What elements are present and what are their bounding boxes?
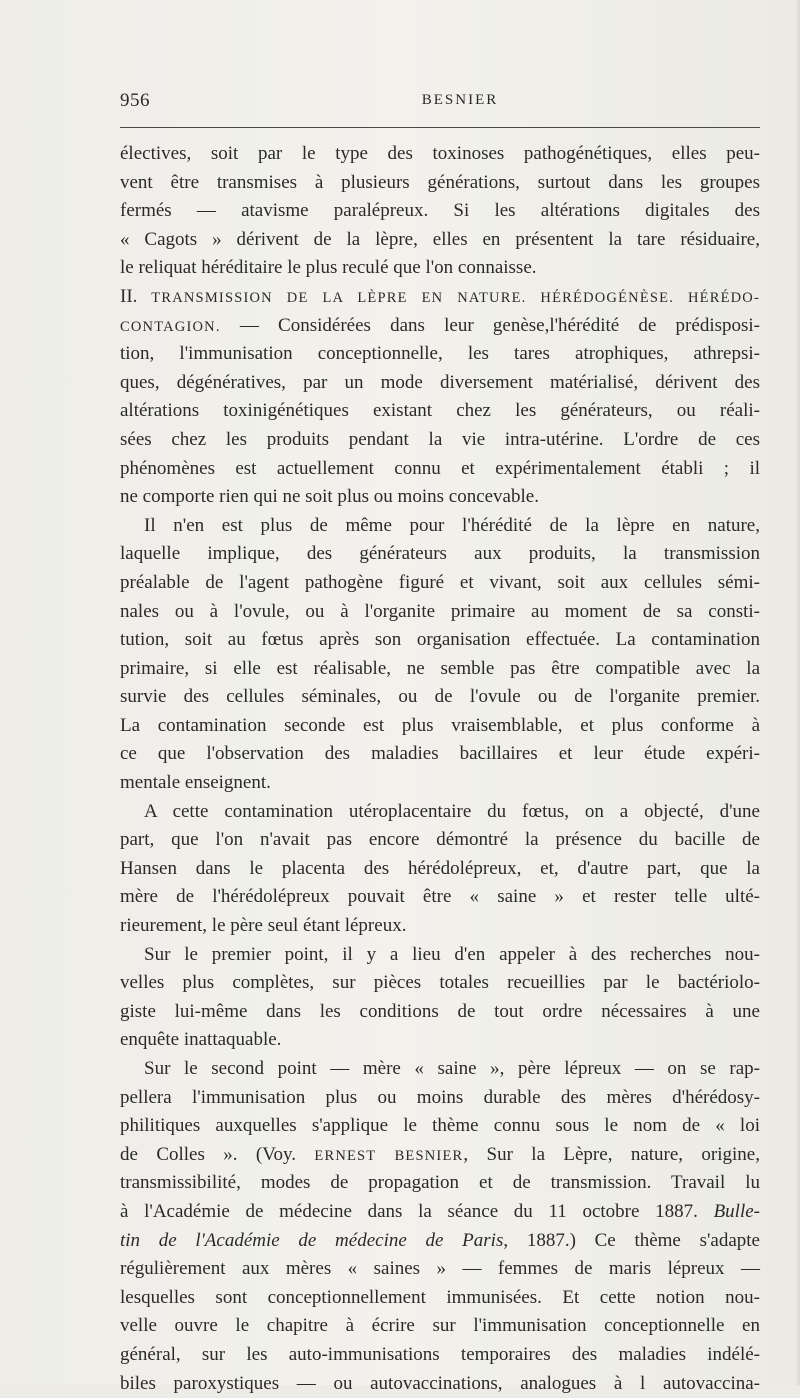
journal-title: tin de l'Académie de médecine de Paris (120, 1229, 504, 1251)
text-line: part, que l'on n'avait pas encore démontré la présence du bacille de (120, 829, 760, 851)
text-line: altérations toxinigénétiques existant chez les générateurs, ou réali- (120, 400, 760, 422)
section-title-continued: CONTAGION. (120, 318, 221, 335)
text-line: mentale enseignent. (120, 772, 271, 794)
running-head: BESNIER (421, 92, 499, 108)
text-line: mère de l'hérédolépreux pouvait être « saine » et rester telle ulté- (120, 886, 760, 908)
text-line: fermés — atavisme paralépreux. Si les altérations digitales des (120, 200, 760, 222)
text-segment: de Colles ». (Voy. (120, 1143, 315, 1165)
text-line: Hansen dans le placenta des hérédolépreux, et, d'autre part, que la (120, 857, 760, 879)
text-line: Il n'en est plus de même pour l'hérédité de la lèpre en nature, (144, 514, 760, 536)
text-line: ne comporte rien qui ne soit plus ou moins concevable. (120, 486, 539, 508)
text-line: giste lui-même dans les conditions de tout ordre nécessaires à une (120, 1000, 760, 1022)
text-line: préalable de l'agent pathogène figuré et vivant, soit aux cellules sémi- (120, 571, 760, 593)
text-line: régulièrement aux mères « saines » — femmes de maris lépreux — (120, 1258, 760, 1280)
text-line: velles plus complètes, sur pièces totales recueillies par le bactériolo- (120, 972, 760, 994)
text-line: général, sur les auto-immunisations temporaires des maladies indélé- (120, 1343, 760, 1365)
page-number: 956 (120, 90, 150, 111)
text-segment: , Sur la Lèpre, nature, origine, (463, 1143, 760, 1165)
header-rule (120, 127, 760, 128)
section-text: — Considérées dans leur genèse,l'hérédité de prédisposi- (220, 314, 760, 336)
text-line: Sur le second point — mère « saine », père lépreux — on se rap- (144, 1058, 760, 1079)
text-line: laquelle implique, des générateurs aux produits, la transmission (120, 543, 760, 565)
text-line: tution, soit au fœtus après son organisation effectuée. La contamination (120, 629, 760, 651)
text-line (120, 1227, 760, 1256)
page-header (120, 90, 760, 116)
text-line: tion, l'immunisation conceptionnelle, les tares atrophiques, athrepsi- (120, 343, 760, 365)
body-text (120, 140, 760, 1398)
text-line: sées chez les produits pendant la vie intra-utérine. L'ordre de ces (120, 428, 760, 450)
text-line: La contamination seconde est plus vraisemblable, et plus conforme à (120, 714, 760, 736)
text-line (120, 1141, 760, 1170)
paragraph (120, 140, 760, 283)
section-number: II. (120, 285, 152, 307)
text-line: ques, dégénératives, par un mode diversement matérialisé, dérivent des (120, 371, 760, 393)
text-line: transmissibilité, modes de propagation et de transmission. Travail lu (120, 1172, 760, 1194)
text-line: primaire, si elle est réalisable, ne semble pas être compatible avec la (120, 657, 760, 679)
text-line: velle ouvre le chapitre à écrire sur l'immunisation conceptionnelle en (120, 1315, 760, 1337)
paragraph (120, 1055, 760, 1398)
journal-title: Bulle- (713, 1200, 760, 1222)
paragraph (120, 941, 760, 1055)
text-line (120, 312, 760, 341)
paragraph (120, 798, 760, 941)
text-line: électives, soit par le type des toxinoses pathogénétiques, elles peu- (120, 143, 760, 164)
section-paragraph (120, 283, 760, 512)
text-line: vent être transmises à plusieurs générations, surtout dans les groupes (120, 171, 760, 193)
text-line: philitiques auxquelles s'applique le thème connu sous le nom de « loi (120, 1115, 760, 1137)
text-line: ce que l'observation des maladies bacillaires et leur étude expéri- (120, 743, 760, 765)
section-title: TRANSMISSION DE LA LÈPRE EN NATURE. HÉRÉDOGÉNÈSE. HÉRÉDO- (151, 289, 761, 306)
text-line: pellera l'immunisation plus ou moins durable des mères d'hérédosy- (120, 1086, 760, 1108)
text-line: survie des cellules séminales, ou de l'ovule ou de l'organite premier. (120, 686, 760, 708)
text-line: enquête inattaquable. (120, 1029, 282, 1051)
text-line: phénomènes est actuellement connu et expérimentalement établi ; il (120, 457, 760, 479)
text-line (120, 1198, 760, 1227)
text-line: le reliquat héréditaire le plus reculé que l'on connaisse. (120, 257, 537, 279)
author-name: ERNEST BESNIER (314, 1147, 464, 1164)
page-edge-shadow (795, 0, 800, 1385)
text-segment: , 1887.) Ce thème s'adapte (503, 1229, 760, 1251)
text-line: A cette contamination utéroplacentaire du fœtus, on a objecté, d'une (144, 800, 760, 822)
text-line: biles paroxystiques — ou autovaccinations, analogues à l autovaccina- (120, 1372, 760, 1394)
text-line: nales ou à l'ovule, ou à l'organite primaire au moment de sa consti- (120, 600, 760, 622)
text-line: Sur le premier point, il y a lieu d'en appeler à des recherches nou- (144, 943, 760, 965)
text-segment: à l'Académie de médecine dans la séance du 11 octobre 1887. (120, 1200, 714, 1222)
paragraph (120, 512, 760, 798)
section-heading-line (120, 283, 760, 312)
text-line: rieurement, le père seul étant lépreux. (120, 915, 407, 937)
text-line: « Cagots » dérivent de la lèpre, elles en présentent la tare résiduaire, (120, 228, 760, 250)
text-line: lesquelles sont conceptionnellement immunisées. Et cette notion nou- (120, 1286, 760, 1308)
